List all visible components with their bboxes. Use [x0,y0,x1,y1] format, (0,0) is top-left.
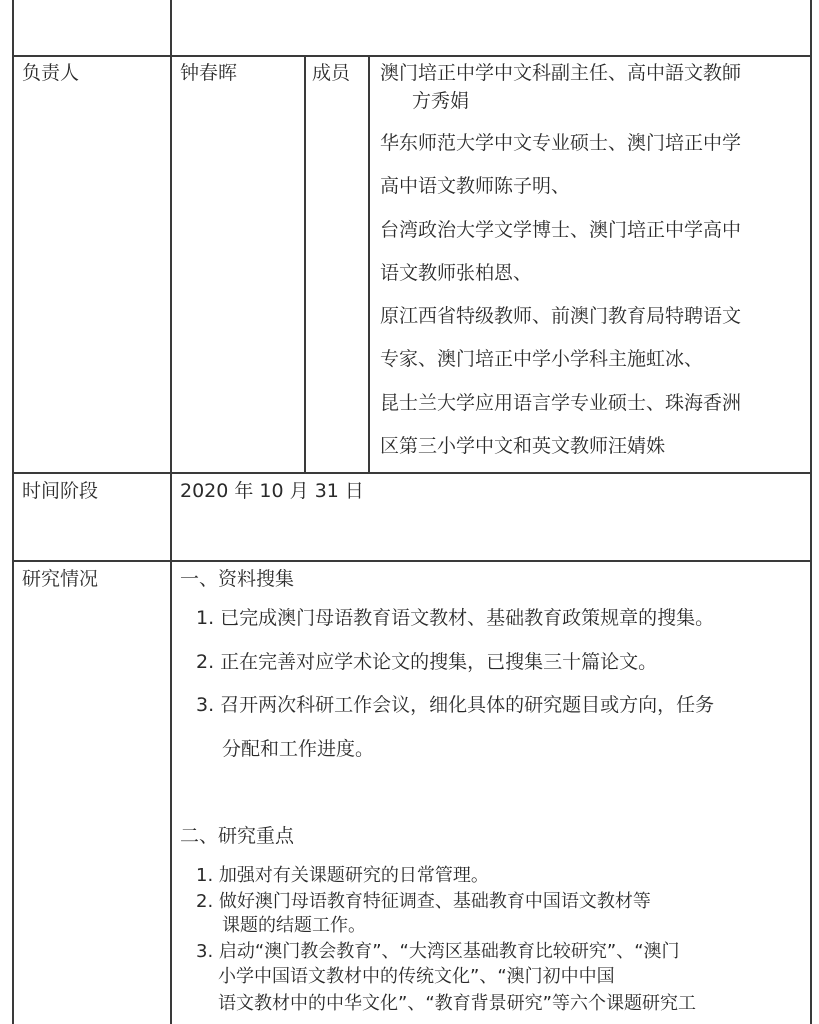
member-line: 原江西省特级教师、前澳门教育局特聘语文 [380,305,742,327]
column-divider-label [170,0,172,1024]
member-line: 专家、澳门培正中学小学科主施虹冰、 [380,348,704,370]
member-line: 昆士兰大学应用语言学专业硕士、珠海香洲 [380,392,742,414]
section2-line: 语文教材中的中华文化”、“教育背景研究”等六个课题研究工 [218,993,696,1014]
section2-line: 3. 启动“澳门教会教育”、“大湾区基础教育比较研究”、“澳门 [196,941,680,962]
column-divider-members-label [304,55,306,472]
section2-line: 课题的结题工作。 [222,915,366,936]
member-line: 高中语文教师陈子明、 [380,175,571,197]
period-value: 2020 年 10 月 31 日 [180,480,364,502]
member-line: 澳门培正中学中文科副主任、高中語文教師 [380,62,742,84]
section2-line: 小学中国语文教材中的传统文化”、“澳门初中中国 [218,966,615,987]
section1-item: 1. 已完成澳门母语教育语文教材、基础教育政策规章的搜集。 [196,607,715,629]
row-divider-leader [12,472,812,474]
table-left-border [12,0,14,1024]
section2-line: 2. 做好澳门母语教育特征调查、基础教育中国语文教材等 [196,891,651,912]
section1-item: 3. 召开两次科研工作会议，细化具体的研究题目或方向，任务 [196,694,715,716]
row-divider-top [12,55,812,57]
section2-title: 二、研究重点 [180,825,295,847]
leader-row-label: 负责人 [22,62,80,84]
section1-item: 2. 正在完善对应学术论文的搜集，已搜集三十篇论文。 [196,651,658,673]
member-line: 方秀娟 [412,90,470,112]
member-line: 语文教师张柏恩、 [380,262,533,284]
section1-item: 分配和工作进度。 [222,738,375,760]
section2-line: 1. 加强对有关课题研究的日常管理。 [196,865,489,886]
row-divider-period [12,560,812,562]
member-line: 台湾政治大学文学博士、澳门培正中学高中 [380,219,742,241]
column-divider-members-list [368,55,370,472]
table-right-border [810,0,812,1024]
period-row-label: 时间阶段 [22,480,99,502]
members-label: 成员 [312,62,351,84]
leader-name: 钟春晖 [180,62,238,84]
member-line: 区第三小学中文和英文教师汪婧姝 [380,435,666,457]
research-row-label: 研究情况 [22,568,99,590]
member-line: 华东师范大学中文专业硕士、澳门培正中学 [380,132,742,154]
section1-title: 一、资料搜集 [180,568,295,590]
